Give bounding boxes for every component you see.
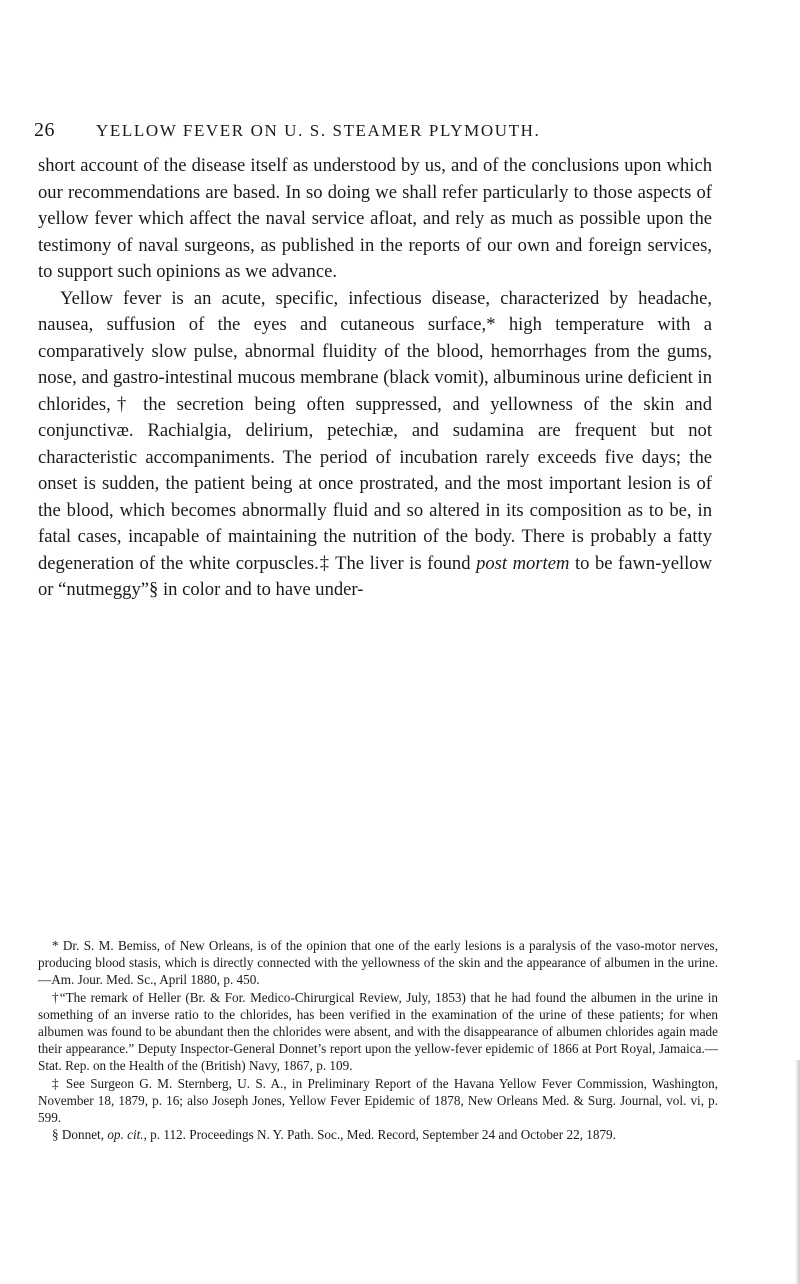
text-run: § Donnet,: [52, 1127, 108, 1143]
footnote-marker: ‡: [318, 552, 330, 574]
text-run: The liver is found: [329, 552, 477, 574]
footnote-3: ‡ See Surgeon G. M. Sternberg, U. S. A., in Preliminary Report of the Havana Yellow Fever Commission, Washington, November 18, 1879, p. 16; also Joseph Jones, Yellow Fever Epidemic of 1878, New Orleans Med. & Surg. Journal, vol. vi, p. 599.: [38, 1075, 718, 1126]
footnote-marker: †: [110, 393, 133, 415]
page-header: [34, 119, 714, 149]
italic-term: op. cit.: [107, 1127, 144, 1143]
footnotes: [38, 937, 718, 1143]
footnote-1: * Dr. S. M. Bemiss, of New Orleans, is of the opinion that one of the early lesions is a paralysis of the vaso-motor nerves, producing blood stasis, which is directly connected with the yellowness of the skin and the appearance of albumen in the urine.—Am. Jour. Med. Sc., April 1880, p. 450.: [38, 938, 718, 988]
text-run: to be fawn-yellow or “nutmeggy”: [38, 552, 713, 600]
footnote-4: [38, 1126, 718, 1143]
text-run: the secretion being often suppressed, and yellowness of the skin and conjunctivæ. Rachialgia, delirium, petechiæ, and sudamina are frequent but not characteristic accompaniments. The period of incubation rarely exceeds five days; the onset is sudden, the patient being at once prostrated, and the most important lesion is of the blood, which becomes abnormally fluid and so altered in its composition as to be, in fatal cases, incapable of maintaining the nutrition of the body. There is probably a fatty degeneration of the white corpuscles.: [38, 393, 712, 574]
italic-term: post mortem: [476, 552, 570, 574]
footnote-marker: §: [149, 579, 159, 600]
text-run: Yellow fever is an acute, specific, infectious disease, characterized by headache, nausea, suffusion of the eyes and cutaneous surface,: [38, 287, 712, 335]
paragraph-continued: short account of the disease itself as understood by us, and of the conclusions upon which our recommendations are based. In so doing we shall refer particularly to those aspects of yellow fever which affect the naval service afloat, and rely as much as possible upon the testimony of naval surgeons, as published in the reports of our own and foreign services, to support such opinions as we advance.: [38, 155, 712, 282]
running-head: YELLOW FEVER ON U. S. STEAMER PLYMOUTH.: [96, 121, 541, 140]
text-run: , p. 112. Proceedings N. Y. Path. Soc., Med. Record, September 24 and October 22, 1879.: [143, 1127, 616, 1143]
page-edge-shadow: [795, 1060, 800, 1284]
paragraph-yellow-fever-definition: [38, 286, 712, 604]
footnote-2: †“The remark of Heller (Br. & For. Medico-Chirurgical Review, July, 1853) that he had found the albumen in the urine in something of an inverse ratio to the chlorides, has been verified in the examination of the urine of these patients; for when albumen was found to be abundant then the chlorides were absent, and with the disappearance of albumen chlorides again made their appearance.” Deputy Inspector-General Donnet’s report upon the yellow-fever epidemic of 1866 at Port Royal, Jamaica.—Stat. Rep. on the Health of the (British) Navy, 1867, p. 109.: [38, 989, 718, 1074]
page-number: 26: [34, 119, 55, 141]
text-run: high temperature with a comparatively slow pulse, abnormal fluidity of the blood, hemorrhages from the gums, nose, and gastro-intestinal mucous membrane (black vomit), albuminous urine deficient in chlorides,: [38, 314, 712, 415]
main-text: [38, 153, 712, 604]
footnote-marker: *: [486, 314, 496, 335]
text-run: in color and to have under-: [158, 579, 364, 600]
